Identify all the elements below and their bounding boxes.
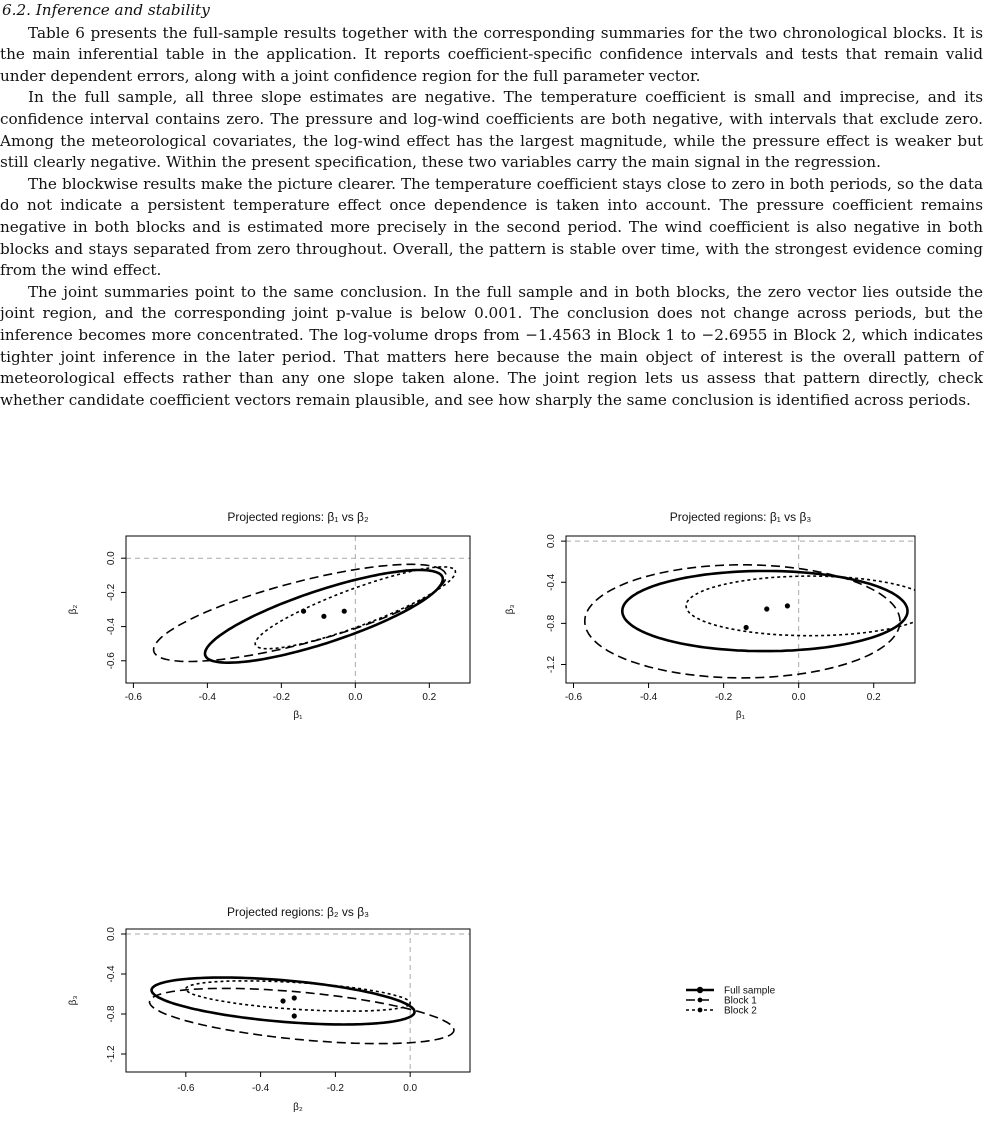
region-block-1 bbox=[150, 988, 454, 1043]
x-tick-label: 0.2 bbox=[422, 692, 437, 703]
x-axis-label: β₁ bbox=[735, 710, 746, 721]
x-axis-label: β₂ bbox=[293, 1102, 303, 1113]
y-tick-label: -0.6 bbox=[106, 652, 117, 670]
y-tick-label: 0.0 bbox=[106, 551, 117, 566]
x-tick-label: -0.6 bbox=[177, 1083, 195, 1094]
x-tick-label: -0.6 bbox=[564, 692, 583, 703]
y-tick-label: -1.2 bbox=[546, 655, 557, 674]
panel-title: Projected regions: β₁ vs β₃ bbox=[669, 510, 812, 524]
y-axis-label: β₂ bbox=[68, 604, 79, 615]
point-estimate-full-sample bbox=[280, 998, 285, 1003]
figure-legend bbox=[686, 986, 776, 1017]
panel-title: Projected regions: β₂ vs β₃ bbox=[226, 905, 370, 919]
point-estimate-full-sample bbox=[764, 606, 769, 611]
x-tick-label: 0.0 bbox=[348, 692, 363, 703]
paragraph-3: The blockwise results make the picture clearer. The temperature coefficient stays close to zero in both periods, so the data do not indicate a persistent temperature effect once dependence is taken into account. The pressure coefficient remains negative in both blocks and is estimated more precisely in the second period. The wind coefficient is also negative in both blocks and stays separated from zero throughout. Overall, the pattern is stable over time, with the strongest evidence coming from the wind effect. bbox=[0, 174, 983, 280]
y-tick-label: -0.4 bbox=[106, 965, 117, 983]
y-tick-label: -0.4 bbox=[546, 573, 557, 591]
region-full-sample bbox=[622, 571, 907, 651]
panel-b2-vs-b3 bbox=[68, 905, 470, 1113]
x-tick-label: 0.0 bbox=[403, 1083, 418, 1094]
point-estimate-full-sample bbox=[321, 614, 326, 619]
y-tick-label: -0.4 bbox=[106, 617, 117, 636]
y-tick-label: -0.8 bbox=[106, 1005, 117, 1023]
point-estimate-block-1 bbox=[292, 995, 297, 1000]
x-tick-label: 0.2 bbox=[866, 692, 881, 703]
region-block-1 bbox=[585, 565, 900, 678]
x-tick-label: -0.2 bbox=[326, 1083, 345, 1094]
y-tick-label: 0.0 bbox=[106, 927, 117, 941]
paragraph-4: The joint summaries point to the same conclusion. In the full sample and in both blocks, the zero vector lies outside the joint region, and the corresponding joint p-value is below 0.001. The conclusion does not change across periods, but the inference becomes more concentrated. The log-volume drops from −1.4563 in Block 1 to −2.6955 in Block 2, which indicates tighter joint inference in the later period. That matters here because the main object of interest is the overall pattern of meteorological effects rather than any one slope taken alone. The joint region lets us assess that pattern directly, check whether candidate coefficient vectors remain plausible, and see how sharply the same conclusion is identified across periods. bbox=[0, 282, 983, 409]
legend-marker bbox=[698, 1008, 703, 1013]
point-estimate-block-1 bbox=[301, 609, 306, 614]
y-tick-label: -1.2 bbox=[106, 1045, 117, 1063]
y-axis-label: β₃ bbox=[68, 995, 79, 1006]
point-estimate-block-2 bbox=[342, 609, 347, 614]
plot-frame bbox=[126, 929, 470, 1072]
y-tick-label: 0.0 bbox=[546, 534, 557, 549]
y-axis-label: β₃ bbox=[505, 604, 516, 615]
panel-title: Projected regions: β₁ vs β₂ bbox=[227, 510, 369, 524]
x-tick-label: -0.2 bbox=[272, 692, 290, 703]
x-tick-label: -0.4 bbox=[198, 692, 216, 703]
plot-frame bbox=[566, 536, 915, 683]
legend-label: Block 2 bbox=[724, 1005, 757, 1017]
panel-b1-vs-b3 bbox=[505, 510, 934, 721]
paragraph-1: Table 6 presents the full-sample results together with the corresponding summaries for the two chronological blocks. It is the main inferential table in the application. It reports coefficient-specific confidence intervals and tests that remain valid under dependent errors, along with a joint confidence region for the full parameter vector. bbox=[0, 23, 983, 85]
x-axis-label: β₁ bbox=[293, 710, 303, 721]
legend-label: Block 1 bbox=[724, 995, 757, 1007]
x-tick-label: -0.6 bbox=[124, 692, 143, 703]
panel-b1-vs-b2 bbox=[68, 510, 470, 721]
y-tick-label: -0.2 bbox=[106, 583, 117, 602]
legend-marker bbox=[698, 998, 703, 1003]
x-tick-label: -0.2 bbox=[714, 692, 733, 703]
point-estimate-block-1 bbox=[744, 625, 749, 630]
x-tick-label: -0.4 bbox=[639, 692, 658, 703]
paragraph-2: In the full sample, all three slope estimates are negative. The temperature coefficient is small and imprecise, and its confidence interval contains zero. The pressure and log-wind coefficients are both negative, with intervals that exclude zero. Among the meteorological covariates, the log-wind effect has the largest magnitude, while the pressure effect is weaker but still clearly negative. Within the present specification, these two variables carry the main signal in the regression. bbox=[0, 88, 983, 172]
x-tick-label: -0.4 bbox=[251, 1083, 270, 1094]
legend-marker bbox=[697, 987, 703, 993]
point-estimate-block-2 bbox=[292, 1013, 297, 1018]
x-tick-label: 0.0 bbox=[791, 692, 806, 703]
point-estimate-block-2 bbox=[785, 603, 790, 608]
y-tick-label: -0.8 bbox=[546, 614, 557, 632]
legend-label: Full sample bbox=[724, 985, 776, 997]
region-block-2 bbox=[186, 981, 410, 1011]
section-heading: 6.2. Inference and stability bbox=[2, 1, 210, 19]
